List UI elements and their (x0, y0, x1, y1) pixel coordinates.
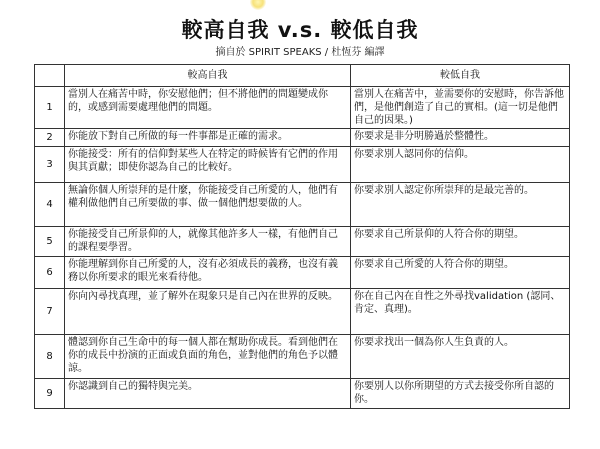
higher-self-cell: 當別人在痛苦中時，你安慰他們；但不將他們的問題變成你的，或感到需要處理他們的問題。 (65, 87, 351, 129)
table-row (35, 147, 570, 183)
higher-self-cell: 體認到你自己生命中的每一個人都在幫助你成長。看到他們在你的成長中扮演的正面或負面的角色，並對他們的角色予以體諒。 (65, 335, 351, 379)
row-number: 3 (35, 147, 65, 183)
table-row (35, 335, 570, 379)
lower-self-cell: 你要求是非分明勝過於整體性。 (351, 129, 570, 147)
table-row (35, 183, 570, 227)
table-row (35, 227, 570, 257)
higher-self-cell: 你向內尋找真理，並了解外在現象只是自己內在世界的反映。 (65, 289, 351, 335)
header-lower-self: 較低自我 (351, 65, 570, 87)
header-num (35, 65, 65, 87)
page-subtitle: 摘自於 SPIRIT SPEAKS / 杜恆芬 編譯 (215, 47, 385, 58)
row-number: 2 (35, 129, 65, 147)
row-number: 5 (35, 227, 65, 257)
table-row (35, 379, 570, 409)
row-number: 7 (35, 289, 65, 335)
table-header-row (35, 65, 570, 87)
lower-self-cell: 你在自己內在自性之外尋找validation (認同、肯定、真理)。 (351, 289, 570, 335)
lower-self-cell: 你要求別人認定你所崇拜的是最完善的。 (351, 183, 570, 227)
higher-self-cell: 你認識到自己的獨特與完美。 (65, 379, 351, 409)
lower-self-cell: 當別人在痛苦中，並需要你的安慰時，你告訴他們，是他們創造了自己的實相。(這一切是他們自己的因果。) (351, 87, 570, 129)
lower-self-cell: 你要求找出一個為你人生負責的人。 (351, 335, 570, 379)
lower-self-cell: 你要求自己所景仰的人符合你的期望。 (351, 227, 570, 257)
comparison-table (34, 64, 570, 409)
row-number: 6 (35, 257, 65, 289)
higher-self-cell: 無論你個人所崇拜的是什麼，你能接受自己所愛的人，他們有權利做他們自己所要做的事、做一個他們想要做的人。 (65, 183, 351, 227)
lower-self-cell: 你要求自己所愛的人符合你的期望。 (351, 257, 570, 289)
row-number: 9 (35, 379, 65, 409)
table-row (35, 289, 570, 335)
page-title: 較高自我 v.s. 較低自我 (181, 18, 419, 42)
higher-self-cell: 你能接受：所有的信仰對某些人在特定的時候皆有它們的作用與其貢獻；即使你認為自己的比較好。 (65, 147, 351, 183)
table-row (35, 87, 570, 129)
light-glow-decoration (250, 0, 266, 10)
lower-self-cell: 你要求別人認同你的信仰。 (351, 147, 570, 183)
higher-self-cell: 你能接受自己所景仰的人，就像其他許多人一樣，有他們自己的課程要學習。 (65, 227, 351, 257)
higher-self-cell: 你能放下對自己所做的每一件事都是正確的需求。 (65, 129, 351, 147)
lower-self-cell: 你要別人以你所期望的方式去接受你所自認的你。 (351, 379, 570, 409)
higher-self-cell: 你能理解到你自己所愛的人，沒有必須成長的義務，也沒有義務以你所要求的眼光來看待他。 (65, 257, 351, 289)
row-number: 1 (35, 87, 65, 129)
table-row (35, 257, 570, 289)
table-row (35, 129, 570, 147)
row-number: 4 (35, 183, 65, 227)
header-higher-self: 較高自我 (65, 65, 351, 87)
row-number: 8 (35, 335, 65, 379)
